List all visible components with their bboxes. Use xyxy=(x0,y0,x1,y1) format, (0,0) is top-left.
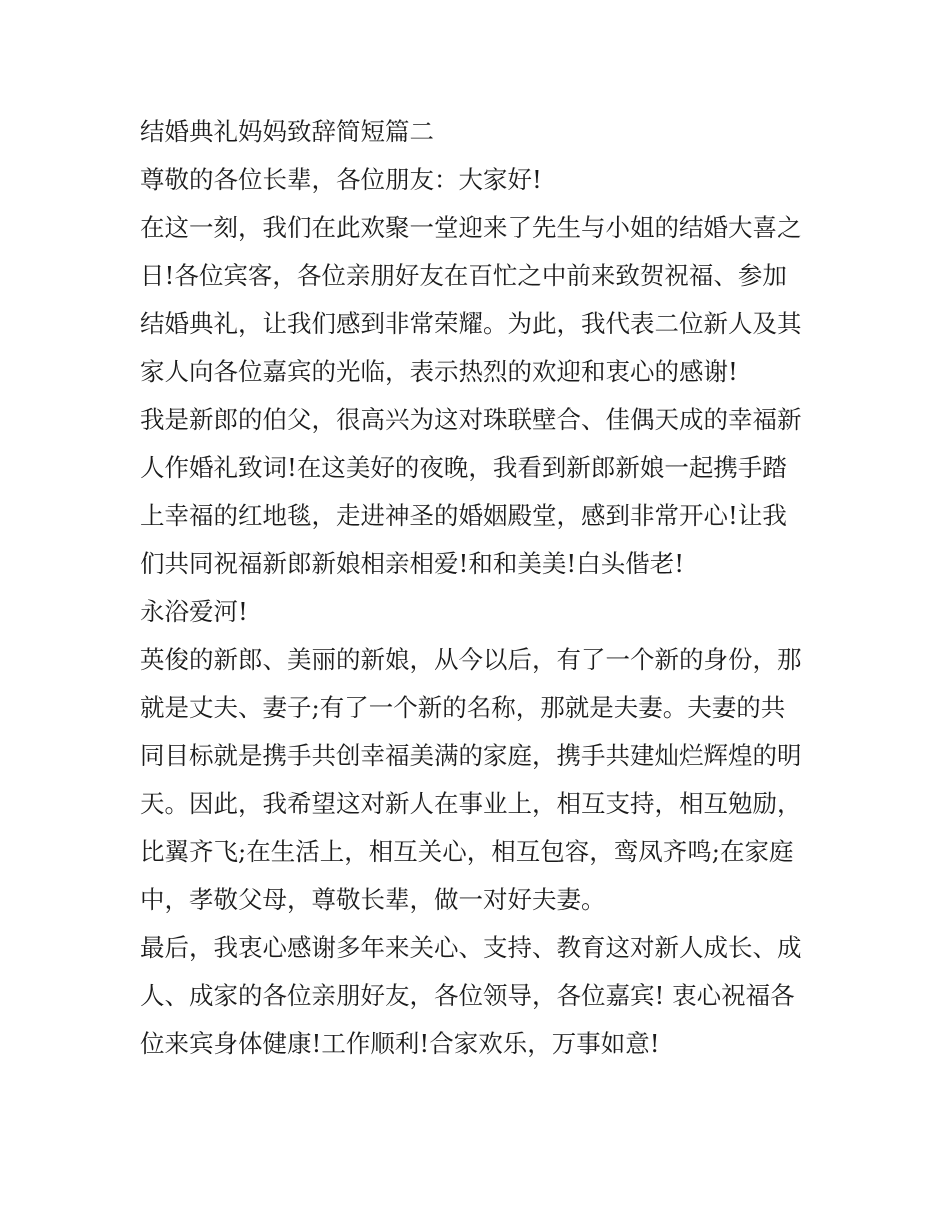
text-line: 天。因此，我希望这对新人在事业上，相互支持，相互勉励， xyxy=(140,789,802,818)
text-line: 日!各位宾客，各位亲朋好友在百忙之中前来致贺祝福、参加 xyxy=(140,261,787,290)
text-line: 永浴爱河! xyxy=(140,597,248,626)
text-line: 上幸福的红地毯，走进神圣的婚姻殿堂，感到非常开心!让我 xyxy=(140,501,787,530)
text-line: 最后，我衷心感谢多年来关心、支持、教育这对新人成长、成 xyxy=(140,933,802,962)
text-line: 结婚典礼，让我们感到非常荣耀。为此，我代表二位新人及其 xyxy=(140,309,802,338)
text-line: 家人向各位嘉宾的光临，表示热烈的欢迎和衷心的感谢! xyxy=(140,357,738,386)
text-line: 英俊的新郎、美丽的新娘，从今以后，有了一个新的身份，那 xyxy=(140,645,802,674)
text-line: 同目标就是携手共创幸福美满的家庭，携手共建灿烂辉煌的明 xyxy=(140,741,802,770)
text-line: 们共同祝福新郎新娘相亲相爱!和和美美!白头偕老! xyxy=(140,549,685,578)
text-line: 比翼齐飞;在生活上，相互关心，相互包容，鸾凤齐鸣;在家庭 xyxy=(140,837,794,866)
text-line: 在这一刻，我们在此欢聚一堂迎来了先生与小姐的结婚大喜之 xyxy=(140,213,802,242)
document-body xyxy=(140,108,820,1068)
text-line: 中，孝敬父母，尊敬长辈，做一对好夫妻。 xyxy=(140,885,606,914)
text-line: 我是新郎的伯父，很高兴为这对珠联壁合、佳偶天成的幸福新 xyxy=(140,405,802,434)
text-line: 人、成家的各位亲朋好友，各位领导，各位嘉宾! 衷心祝福各 xyxy=(140,981,795,1010)
text-line: 人作婚礼致词!在这美好的夜晚，我看到新郎新娘一起携手踏 xyxy=(140,453,787,482)
text-line: 就是丈夫、妻子;有了一个新的名称，那就是夫妻。夫妻的共 xyxy=(140,693,786,722)
text-line: 尊敬的各位长辈，各位朋友：大家好! xyxy=(140,165,542,194)
document-title: 结婚典礼妈妈致辞简短篇二 xyxy=(140,117,434,146)
text-line: 位来宾身体健康!工作顺利!合家欢乐，万事如意! xyxy=(140,1029,660,1058)
